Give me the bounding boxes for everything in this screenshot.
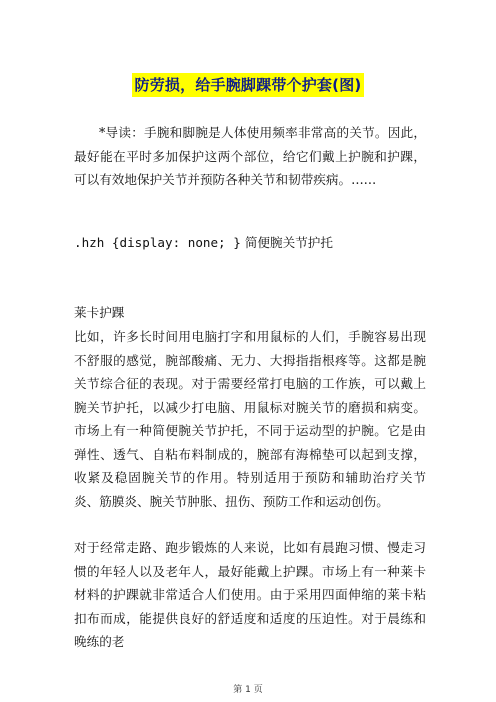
css-code-text: .hzh {display: none; } <box>74 235 241 250</box>
product-name: 莱卡护踝 <box>74 305 125 320</box>
intro-paragraph: *导读：手腕和脚腕是人体使用频率非常高的关节。因此，最好能在平时多加保护这两个部位，给它们戴上护腕和护踝，可以有效地保护关节并预防各种关节和韧带疾病。…… <box>74 125 426 187</box>
section-heading-line <box>74 231 426 255</box>
title-container <box>0 73 496 97</box>
page-title: 防劳损，给手腕脚踝带个护套(图) <box>132 73 365 97</box>
section-heading: 简便腕关节护托 <box>244 235 333 250</box>
body-paragraph-2: 对于经常走路、跑步锻炼的人来说，比如有晨跑习惯、慢走习惯的年轻人以及老年人，最好能戴上护踝。市场上有一种莱卡材料的护踝就非常适合人们使用。由于采用四面伸缩的莱卡粘扣布而成，能提供良好的舒适度和适度的压迫性。对于晨练和晚练的老 <box>74 540 426 649</box>
page-number-footer: 第 1 页 <box>233 685 263 695</box>
body-paragraph-1: 比如，许多长时间用电脑打字和用鼠标的人们，手腕容易出现不舒服的感觉，腕部酸痛、无力、大拇指指根疼等。这都是腕关节综合征的表现。对于需要经常打电脑的工作族，可以戴上腕关节护托，以减少打电脑、用鼠标对腕关节的磨损和病变。市场上有一种简便腕关节护托，不同于运动型的护腕。它是由弹性、透气、自粘布料制成的，腕部有海棉垫可以起到支撑，收紧及稳固腕关节的作用。特别适用于预防和辅助治疗关节炎、筋膜炎、腕关节肿胀、扭伤、预防工作和运动创伤。 <box>74 329 426 509</box>
